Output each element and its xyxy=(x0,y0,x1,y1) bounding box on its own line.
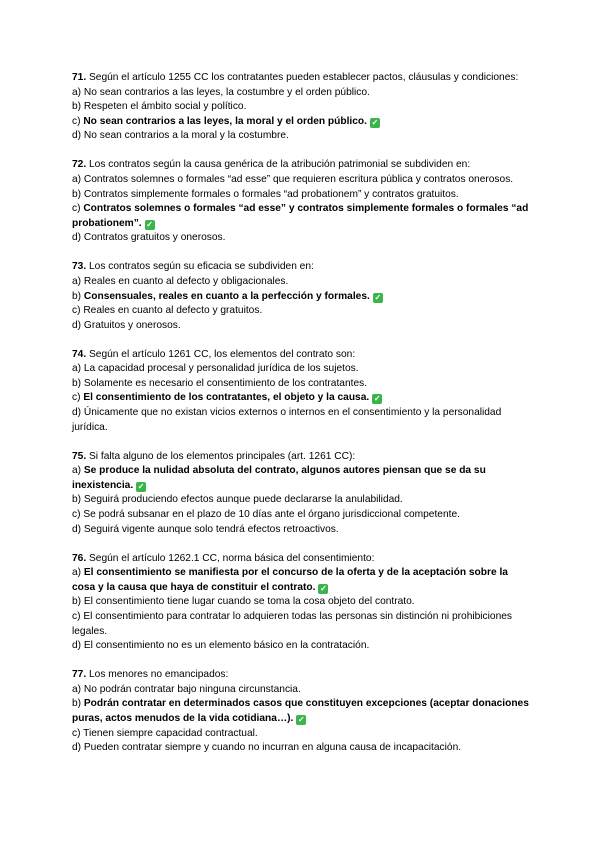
answer-option xyxy=(72,406,532,435)
option-letter: c) xyxy=(72,115,84,127)
check-mark-icon: ✓ xyxy=(373,394,381,404)
question-stem xyxy=(72,158,532,173)
option-text: b) Respeten el ámbito social y político. xyxy=(72,101,247,113)
option-text: b) Contratos simplemente formales o formales “ad probationem” y contratos gratuitos. xyxy=(72,188,459,200)
answer-option xyxy=(72,595,532,610)
option-text: El consentimiento de los contratantes, el objeto y la causa. xyxy=(83,392,370,404)
option-text: Podrán contratar en determinados casos que constituyen excepciones (aceptar donaciones puras, actos menudos de la vida cotidiana…). xyxy=(72,698,529,724)
option-text: a) No sean contrarios a las leyes, la costumbre y el orden público. xyxy=(72,86,370,98)
question-text: Los contratos según su eficacia se subdividen en: xyxy=(89,261,314,273)
question-block xyxy=(72,668,532,756)
option-text: d) Contratos gratuitos y onerosos. xyxy=(72,232,226,244)
option-text: a) Reales en cuanto al defecto y obligacionales. xyxy=(72,275,289,287)
answer-option xyxy=(72,275,532,290)
check-mark-icon: ✓ xyxy=(371,117,379,127)
question-block xyxy=(72,348,532,436)
question-stem xyxy=(72,260,532,275)
option-text: d) No sean contrarios a la moral y la costumbre. xyxy=(72,130,289,142)
answer-option xyxy=(72,377,532,392)
question-number: 71. xyxy=(72,72,87,83)
answer-option xyxy=(72,86,532,101)
check-mark-icon: ✓ xyxy=(320,583,327,593)
answer-option xyxy=(72,362,532,377)
answer-option-correct xyxy=(72,290,532,305)
answer-option xyxy=(72,173,532,188)
answer-option xyxy=(72,319,532,334)
option-text: d) Únicamente que no existan vicios externos o internos en el consentimiento y la personalidad jurídica. xyxy=(72,407,502,433)
question-block xyxy=(72,450,532,538)
option-text: El consentimiento se manifiesta por el concurso de la oferta y de la aceptación sobre la cosa y la causa que haya de constituir el contrato. xyxy=(72,567,508,593)
answer-option xyxy=(72,639,532,654)
question-text: Los contratos según la causa genérica de la atribución patrimonial se subdividen en: xyxy=(89,159,471,171)
answer-option xyxy=(72,741,532,756)
answer-option-correct xyxy=(72,697,532,726)
question-text: Si falta alguno de los elementos principales (art. 1261 CC): xyxy=(89,450,356,462)
answer-option xyxy=(72,100,532,115)
question-number: 74. xyxy=(72,348,87,360)
answer-option xyxy=(72,683,532,698)
option-text: c) Se podrá subsanar en el plazo de 10 días ante el órgano jurisdiccional competente. xyxy=(72,509,460,520)
question-number: 72. xyxy=(72,159,87,171)
option-text: a) La capacidad procesal y personalidad jurídica de los sujetos. xyxy=(72,363,359,375)
option-text: c) El consentimiento para contratar lo adquieren todas las personas sin distinción ni prohibiciones legales. xyxy=(72,610,513,637)
document-page xyxy=(72,71,532,770)
answer-option xyxy=(72,304,532,319)
option-text: a) Contratos solemnes o formales “ad esse” que requieren escritura pública y contratos onerosos. xyxy=(72,173,514,185)
answer-option xyxy=(72,231,532,246)
question-stem xyxy=(72,668,532,683)
question-number: 77. xyxy=(72,669,87,681)
option-text: c) Reales en cuanto al defecto y gratuitos. xyxy=(72,305,263,317)
option-text: d) Pueden contratar siempre y cuando no incurran en alguna causa de incapacitación. xyxy=(72,742,462,754)
option-text: d) El consentimiento no es un elemento básico en la contratación. xyxy=(72,640,370,652)
answer-option-correct xyxy=(72,391,532,406)
question-block xyxy=(72,158,532,246)
option-letter: a) xyxy=(72,465,84,477)
option-letter: c) xyxy=(72,392,84,404)
answer-option xyxy=(72,129,532,144)
question-text: Según el artículo 1261 CC, los elementos del contrato son: xyxy=(89,348,356,360)
question-text: Los menores no emancipados: xyxy=(89,669,229,681)
question-number: 73. xyxy=(72,261,87,273)
option-text: Contratos solemnes o formales “ad esse” y contratos simplemente formales o formales “ad probationem”. xyxy=(72,203,529,229)
option-text: a) No podrán contratar bajo ninguna circunstancia. xyxy=(72,683,301,695)
answer-option xyxy=(72,508,532,523)
answer-option xyxy=(72,493,532,508)
check-mark-icon: ✓ xyxy=(298,714,305,724)
answer-option xyxy=(72,188,532,203)
option-text: b) Solamente es necesario el consentimiento de los contratantes. xyxy=(72,377,368,389)
question-stem xyxy=(72,348,532,363)
answer-option xyxy=(72,523,532,538)
question-text: Según el artículo 1255 CC los contratantes pueden establecer pactos, cláusulas y condiciones: xyxy=(89,72,519,83)
question-stem xyxy=(72,450,532,465)
question-block xyxy=(72,71,532,144)
option-text: Consensuales, reales en cuanto a la perfección y formales. xyxy=(83,290,370,302)
check-mark-icon: ✓ xyxy=(374,292,382,302)
option-letter: b) xyxy=(72,698,84,710)
option-letter: b) xyxy=(72,290,84,302)
option-letter: c) xyxy=(72,203,84,215)
answer-option-correct xyxy=(72,566,532,595)
option-letter: a) xyxy=(72,567,84,579)
option-text: d) Gratuitos y onerosos. xyxy=(72,319,181,331)
check-mark-icon: ✓ xyxy=(137,481,145,491)
option-text: No sean contrarios a las leyes, la moral y el orden público. xyxy=(83,115,367,127)
question-number: 75. xyxy=(72,450,87,462)
question-text: Según el artículo 1262.1 CC, norma básica del consentimiento: xyxy=(89,552,375,564)
answer-option-correct xyxy=(72,115,532,130)
question-block xyxy=(72,552,532,654)
answer-option xyxy=(72,727,532,742)
option-text: d) Seguirá vigente aunque solo tendrá efectos retroactivos. xyxy=(72,523,339,535)
answer-option-correct xyxy=(72,202,532,231)
answer-option-correct xyxy=(72,464,532,493)
option-text: c) Tienen siempre capacidad contractual. xyxy=(72,727,258,739)
option-text: Se produce la nulidad absoluta del contrato, algunos autores piensan que se da su inexistencia. xyxy=(72,465,486,491)
question-stem xyxy=(72,552,532,567)
question-block xyxy=(72,260,532,333)
question-stem xyxy=(72,71,532,86)
option-text: b) El consentimiento tiene lugar cuando se toma la cosa objeto del contrato. xyxy=(72,596,415,608)
answer-option xyxy=(72,610,532,639)
option-text: b) Seguirá produciendo efectos aunque puede declararse la anulabilidad. xyxy=(72,494,403,506)
question-number: 76. xyxy=(72,552,87,564)
check-mark-icon: ✓ xyxy=(146,219,153,229)
